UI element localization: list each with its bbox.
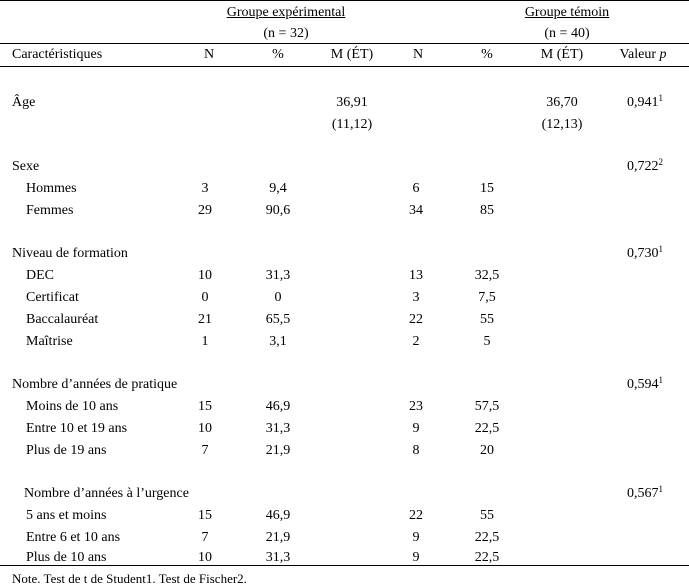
row-hommes-n-exp: 3 <box>201 181 209 196</box>
row-maitrise-pct-exp: 3,1 <box>269 334 287 349</box>
row-sexe-pvalue: 0,722$^2$ <box>627 157 663 174</box>
row-hommes-label: Hommes <box>26 181 77 196</box>
row-plus19-n-exp: 7 <box>201 443 209 458</box>
row-femmes-n-exp: 29 <box>198 203 212 218</box>
row-moins10-label: Moins de 10 ans <box>26 399 119 414</box>
row-formation-label: Niveau de formation <box>12 246 128 261</box>
row-urgence-label: Nombre d’années à l’urgence <box>24 486 189 501</box>
row-femmes-label: Femmes <box>26 203 74 218</box>
row-plus10-label: Plus de 10 ans <box>26 550 107 565</box>
row-moins5-pct-exp: 46,9 <box>265 508 291 523</box>
row-dec-n-exp: 10 <box>198 268 212 283</box>
row-bacc-label: Baccalauréat <box>26 312 99 327</box>
row-certificat-n-exp: 0 <box>201 290 209 305</box>
column-header-bottom-rule <box>0 66 689 67</box>
row-pratique-label: Nombre d’années de pratique <box>12 377 178 392</box>
row-plus19-n-tem: 8 <box>412 443 420 458</box>
row-femmes-pct-exp: 90,6 <box>265 203 291 218</box>
col-m-exp: M (ÉT) <box>330 47 374 62</box>
row-urgence-pvalue: 0,567$^1$ <box>627 484 663 501</box>
row-entre6-10-n-exp: 7 <box>201 530 209 545</box>
row-plus19-pct-exp: 21,9 <box>265 443 291 458</box>
row-certificat-n-tem: 3 <box>412 290 420 305</box>
row-moins5-n-exp: 15 <box>198 508 212 523</box>
row-maitrise-n-exp: 1 <box>201 334 209 349</box>
row-age-pvalue: 0,941$^1$ <box>627 93 663 110</box>
row-moins10-pct-exp: 46,9 <box>265 399 291 414</box>
row-entre6-10-n-tem: 9 <box>412 530 420 545</box>
row-moins5-pct-tem: 55 <box>480 508 494 523</box>
row-entre10-19-n-exp: 10 <box>198 421 212 436</box>
row-plus19-label: Plus de 19 ans <box>26 443 107 458</box>
row-age-m-exp: 36,91 <box>336 95 368 110</box>
pvalue-p-italic: p <box>659 47 667 62</box>
row-entre6-10-pct-exp: 21,9 <box>265 530 291 545</box>
row-entre10-19-n-tem: 9 <box>412 421 420 436</box>
table-note: Note. Test de t de Student1. Test de Fischer2. <box>12 571 247 586</box>
row-age-sd-exp: (11,12) <box>331 117 373 132</box>
top-rule <box>0 0 689 1</box>
row-moins5-n-tem: 22 <box>409 508 423 523</box>
row-certificat-pct-tem: 7,5 <box>478 290 496 305</box>
column-header-rule <box>0 43 689 44</box>
group-experimental-header: Groupe expérimental <box>226 5 346 20</box>
row-dec-pct-tem: 32,5 <box>474 268 500 283</box>
col-n-exp: N <box>203 47 215 62</box>
row-entre6-10-pct-tem: 22,5 <box>474 530 500 545</box>
row-pratique-pvalue: 0,594$^1$ <box>627 375 663 392</box>
col-n-tem: N <box>412 47 424 62</box>
group-temoin-header: Groupe témoin <box>524 5 610 20</box>
col-pvalue: Valeur p <box>619 47 667 62</box>
row-entre10-19-pct-tem: 22,5 <box>474 421 500 436</box>
col-pct-exp: % <box>272 47 284 62</box>
row-dec-pct-exp: 31,3 <box>265 268 291 283</box>
row-maitrise-n-tem: 2 <box>412 334 420 349</box>
row-entre6-10-label: Entre 6 et 10 ans <box>26 530 121 545</box>
row-dec-n-tem: 13 <box>409 268 423 283</box>
row-plus10-pct-tem: 22,5 <box>474 550 500 565</box>
row-hommes-n-tem: 6 <box>412 181 420 196</box>
row-bacc-pct-exp: 65,5 <box>265 312 291 327</box>
row-maitrise-pct-tem: 5 <box>483 334 491 349</box>
row-maitrise-label: Maîtrise <box>26 334 73 349</box>
row-plus10-n-exp: 10 <box>198 550 212 565</box>
row-moins10-n-tem: 23 <box>409 399 423 414</box>
row-age-sd-tem: (12,13) <box>541 117 583 132</box>
row-formation-pvalue: 0,730$^1$ <box>627 244 663 261</box>
group-experimental-n: (n = 32) <box>263 26 309 41</box>
row-certificat-pct-exp: 0 <box>274 290 282 305</box>
row-entre10-19-pct-exp: 31,3 <box>265 421 291 436</box>
row-age-label: Âge <box>12 95 36 110</box>
row-plus10-n-tem: 9 <box>412 550 420 565</box>
row-bacc-pct-tem: 55 <box>480 312 494 327</box>
row-dec-label: DEC <box>26 268 54 283</box>
row-certificat-label: Certificat <box>26 290 79 305</box>
col-pct-tem: % <box>481 47 493 62</box>
row-age-m-tem: 36,70 <box>546 95 578 110</box>
row-plus19-pct-tem: 20 <box>480 443 494 458</box>
row-bacc-n-tem: 22 <box>409 312 423 327</box>
row-moins10-n-exp: 15 <box>198 399 212 414</box>
col-characteristics: Caractéristiques <box>12 47 103 62</box>
row-moins5-label: 5 ans et moins <box>26 508 107 523</box>
row-plus10-pct-exp: 31,3 <box>265 550 291 565</box>
row-entre10-19-label: Entre 10 et 19 ans <box>26 421 128 436</box>
row-hommes-pct-exp: 9,4 <box>269 181 287 196</box>
group-temoin-n: (n = 40) <box>544 26 590 41</box>
row-bacc-n-exp: 21 <box>198 312 212 327</box>
row-femmes-pct-tem: 85 <box>480 203 494 218</box>
row-hommes-pct-tem: 15 <box>480 181 494 196</box>
row-sexe-label: Sexe <box>12 159 40 174</box>
col-m-tem: M (ÉT) <box>540 47 584 62</box>
row-femmes-n-tem: 34 <box>409 203 423 218</box>
row-moins10-pct-tem: 57,5 <box>474 399 500 414</box>
